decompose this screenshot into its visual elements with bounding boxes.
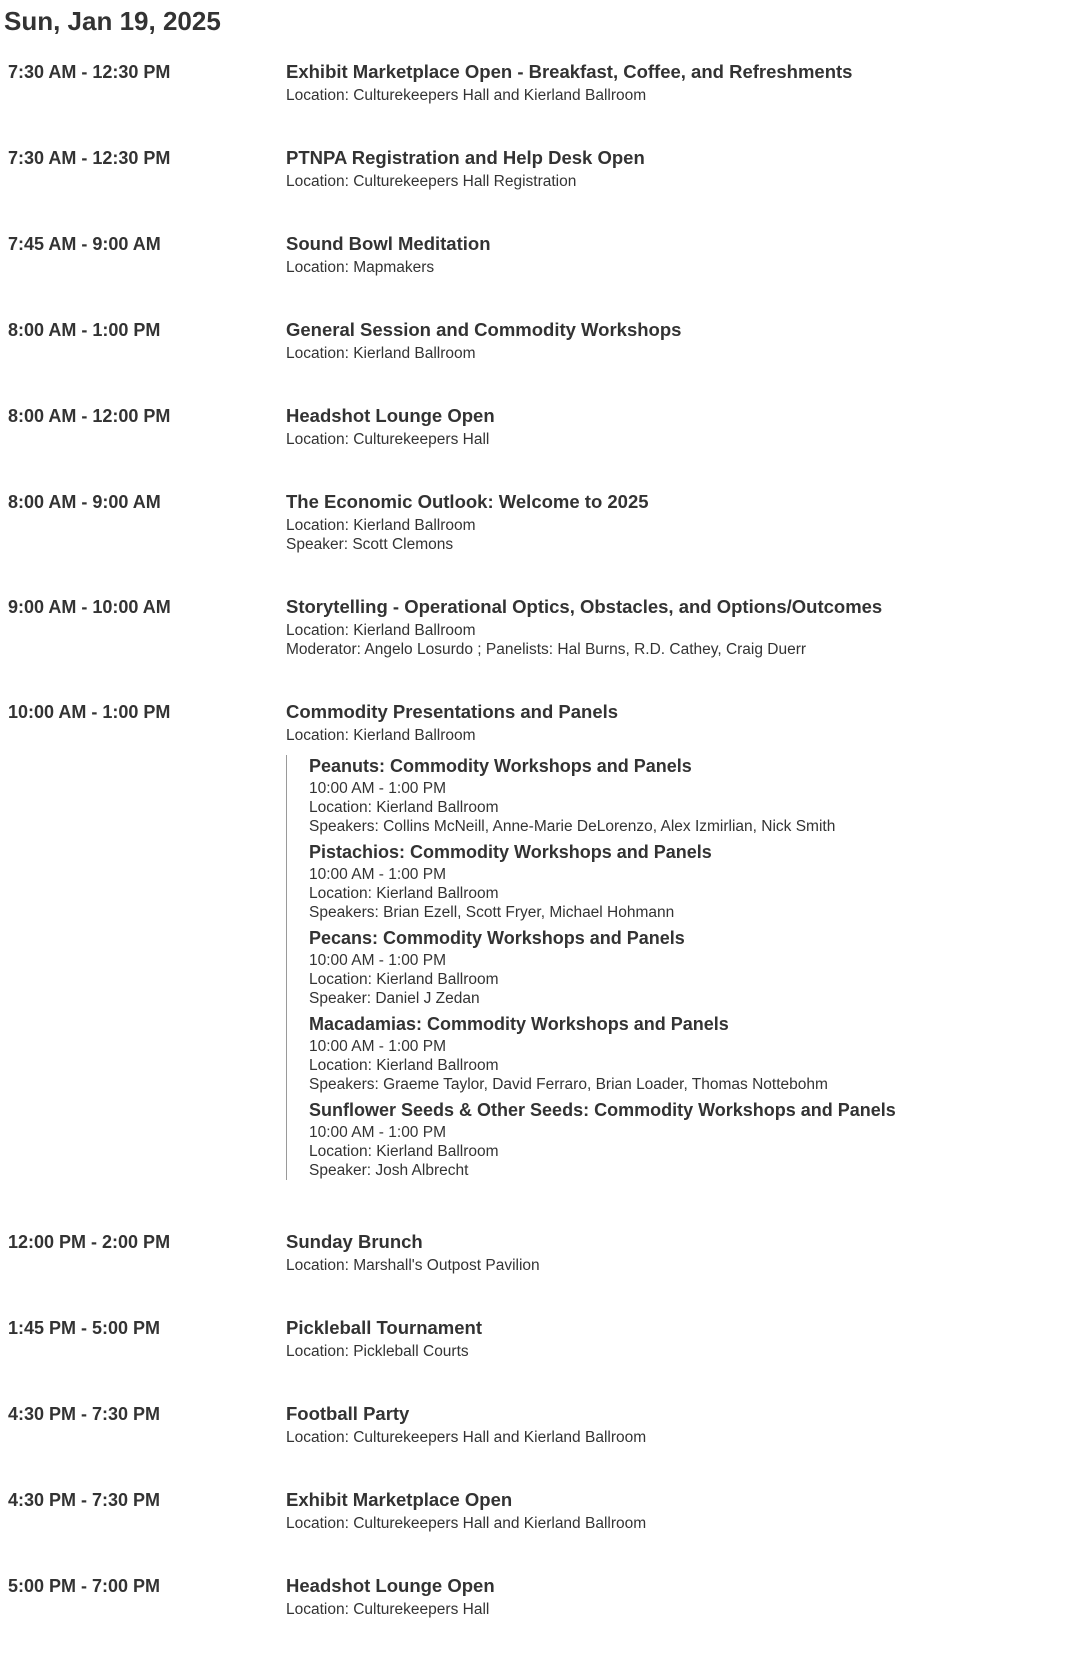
event-title: The Economic Outlook: Welcome to 2025	[286, 491, 649, 512]
event-time: 4:30 PM - 7:30 PM	[8, 1404, 161, 1424]
sub-session	[309, 841, 1076, 922]
day-heading: Sun, Jan 19, 2025	[4, 6, 221, 36]
event-location: Location: Culturekeepers Hall Registration	[286, 173, 577, 190]
event-location: Location: Mapmakers	[286, 259, 435, 276]
sub-session-title: Macadamias: Commodity Workshops and Panels	[309, 1014, 729, 1034]
event-title: Sunday Brunch	[286, 1231, 423, 1252]
event-title: Storytelling - Operational Optics, Obstacles, and Options/Outcomes	[286, 596, 883, 617]
event-time: 7:30 AM - 12:30 PM	[8, 148, 171, 168]
sub-session-title: Sunflower Seeds & Other Seeds: Commodity Workshops and Panels	[309, 1100, 896, 1120]
event-location: Location: Pickleball Courts	[286, 1343, 469, 1360]
event-time: 10:00 AM - 1:00 PM	[8, 702, 171, 722]
sub-session-speakers: Speaker: Josh Albrecht	[309, 1162, 469, 1179]
sub-session-time: 10:00 AM - 1:00 PM	[309, 952, 446, 969]
sub-session-title: Peanuts: Commodity Workshops and Panels	[309, 756, 692, 776]
event-title: General Session and Commodity Workshops	[286, 319, 682, 340]
sub-session-time: 10:00 AM - 1:00 PM	[309, 1124, 446, 1141]
sub-session-time: 10:00 AM - 1:00 PM	[309, 780, 446, 797]
event-time: 12:00 PM - 2:00 PM	[8, 1232, 171, 1252]
sub-session-location: Location: Kierland Ballroom	[309, 1057, 499, 1074]
sub-session	[309, 1013, 1076, 1094]
event-title: Commodity Presentations and Panels	[286, 701, 619, 722]
event-title: Exhibit Marketplace Open	[286, 1489, 513, 1510]
sub-session	[309, 1099, 1076, 1180]
event-title: Sound Bowl Meditation	[286, 233, 491, 254]
event-location: Location: Kierland Ballroom	[286, 622, 476, 639]
event-location: Location: Culturekeepers Hall and Kierland Ballroom	[286, 1515, 647, 1532]
sub-session	[309, 755, 1076, 836]
event-time: 8:00 AM - 12:00 PM	[8, 406, 171, 426]
event-time: 4:30 PM - 7:30 PM	[8, 1490, 161, 1510]
event-location: Location: Culturekeepers Hall	[286, 431, 490, 448]
sub-session-location: Location: Kierland Ballroom	[309, 799, 499, 816]
sub-session-time: 10:00 AM - 1:00 PM	[309, 1038, 446, 1055]
event-time: 5:00 PM - 7:00 PM	[8, 1576, 161, 1596]
event-location: Location: Culturekeepers Hall and Kierland Ballroom	[286, 87, 647, 104]
sub-session-speakers: Speakers: Graeme Taylor, David Ferraro, Brian Loader, Thomas Nottebohm	[309, 1076, 828, 1093]
event-time: 8:00 AM - 9:00 AM	[8, 492, 161, 512]
sub-session-speakers: Speaker: Daniel J Zedan	[309, 990, 480, 1007]
sub-session-list	[286, 755, 1076, 1180]
event-title: PTNPA Registration and Help Desk Open	[286, 147, 645, 168]
event-title: Football Party	[286, 1403, 410, 1424]
sub-session-title: Pistachios: Commodity Workshops and Panels	[309, 842, 712, 862]
sub-session	[309, 927, 1076, 1008]
event-time: 7:45 AM - 9:00 AM	[8, 234, 161, 254]
sub-session-location: Location: Kierland Ballroom	[309, 885, 499, 902]
event-title: Headshot Lounge Open	[286, 405, 495, 426]
event-title: Pickleball Tournament	[286, 1317, 483, 1338]
event-time: 9:00 AM - 10:00 AM	[8, 597, 171, 617]
event-speakers: Speaker: Scott Clemons	[286, 536, 454, 553]
sub-session-speakers: Speakers: Brian Ezell, Scott Fryer, Michael Hohmann	[309, 904, 675, 921]
event-title: Headshot Lounge Open	[286, 1575, 495, 1596]
sub-session-time: 10:00 AM - 1:00 PM	[309, 866, 446, 883]
event-location: Location: Kierland Ballroom	[286, 727, 476, 744]
event-time: 1:45 PM - 5:00 PM	[8, 1318, 161, 1338]
event-time: 8:00 AM - 1:00 PM	[8, 320, 161, 340]
event-location: Location: Kierland Ballroom	[286, 517, 476, 534]
event-location: Location: Culturekeepers Hall	[286, 1601, 490, 1618]
event-location: Location: Kierland Ballroom	[286, 345, 476, 362]
event-location: Location: Marshall's Outpost Pavilion	[286, 1257, 540, 1274]
sub-session-title: Pecans: Commodity Workshops and Panels	[309, 928, 685, 948]
sub-session-speakers: Speakers: Collins McNeill, Anne-Marie DeLorenzo, Alex Izmirlian, Nick Smith	[309, 818, 836, 835]
event-time: 7:30 AM - 12:30 PM	[8, 62, 171, 82]
event-title: Exhibit Marketplace Open - Breakfast, Coffee, and Refreshments	[286, 61, 853, 82]
sub-session-location: Location: Kierland Ballroom	[309, 971, 499, 988]
sub-session-location: Location: Kierland Ballroom	[309, 1143, 499, 1160]
event-location: Location: Culturekeepers Hall and Kierland Ballroom	[286, 1429, 647, 1446]
event-speakers: Moderator: Angelo Losurdo ; Panelists: Hal Burns, R.D. Cathey, Craig Duerr	[286, 641, 807, 658]
